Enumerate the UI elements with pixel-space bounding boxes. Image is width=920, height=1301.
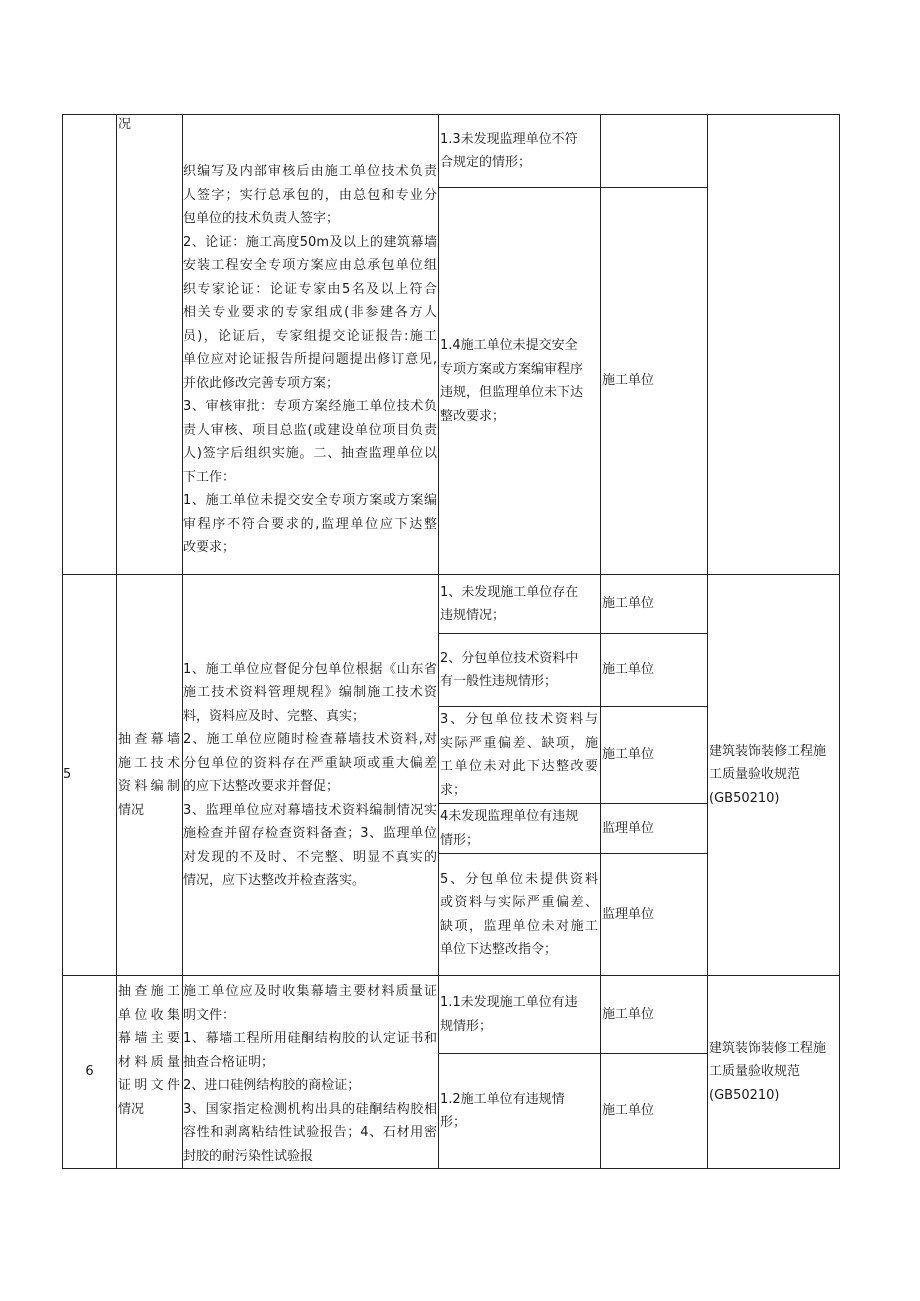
- requirement-line: 抽查合格证明；: [183, 1054, 275, 1070]
- requirement-line: 下工作：: [183, 469, 236, 485]
- unit-cell: [602, 707, 706, 803]
- requirement-line: 施工单位应及时收集幕墙主要材料质量证: [183, 984, 437, 999]
- requirement-line: 相关专业要求的专家组成(非参建各方人: [183, 305, 437, 320]
- unit-text: 监理单位: [602, 906, 655, 922]
- situation-line: 规情形；: [440, 1018, 493, 1034]
- situation-line: 缺项，监理单位未对施工: [440, 918, 598, 934]
- situation-cell: [440, 634, 598, 706]
- row-number-cell: [63, 976, 116, 1168]
- requirement-cell: [183, 980, 437, 1168]
- situation-line: 违规情况；: [440, 608, 506, 623]
- unit-text: 施工单位: [602, 747, 655, 763]
- standard-cell: [709, 976, 839, 1168]
- situation-cell: [440, 854, 598, 975]
- item-text: 况: [118, 117, 132, 132]
- situation-line: 1.3未发现监理单位不符: [440, 131, 578, 147]
- situation-cell: [440, 188, 598, 574]
- unit-text: 施工单位: [602, 1103, 655, 1119]
- item-line: 情况: [118, 802, 145, 818]
- standard-line: (GB50210): [709, 790, 780, 806]
- requirement-line: 封胶的耐污染性试验报: [183, 1148, 314, 1164]
- item-line: 单位收集: [118, 1007, 180, 1023]
- situation-line: 合规定的情形；: [440, 155, 532, 170]
- requirement-line: 人签字；实行总承包的，由总包和专业分: [183, 187, 437, 203]
- unit-text: 施工单位: [602, 662, 655, 678]
- situation-line: 实际严重偏差、缺项，施: [440, 735, 598, 751]
- requirement-line: 改要求；: [183, 540, 236, 555]
- requirement-line: 1、施工单位应督促分包单位根据《山东省: [183, 661, 437, 677]
- row-number: 5: [63, 767, 72, 783]
- unit-text: 施工单位: [602, 373, 655, 389]
- requirement-line: 1、幕墙工程所用硅酮结构胶的认定证书和: [183, 1031, 437, 1046]
- situation-line: 求；: [440, 782, 467, 798]
- situation-cell: [440, 1054, 598, 1168]
- situation-line: 情形；: [440, 832, 480, 848]
- situation-cell: [440, 976, 598, 1053]
- unit-cell: [602, 188, 706, 574]
- requirement-line: 3、国家指定检测机构出具的硅酮结构胶相: [183, 1101, 437, 1117]
- situation-line: 违规，但监理单位未下达: [440, 385, 584, 400]
- col-divider: [600, 114, 601, 1169]
- requirement-cell: [183, 575, 437, 975]
- requirement-line: 安装工程安全专项方案应由总承包单位组: [183, 258, 437, 273]
- requirement-line: 料，资料应及时、完整、真实；: [183, 708, 366, 724]
- requirement-line: 的应下达整改要求并督促；: [183, 779, 340, 794]
- item-line: 材料质量: [118, 1054, 180, 1070]
- standard-line: (GB50210): [709, 1087, 780, 1103]
- row-item-cell: [118, 575, 180, 975]
- situation-line: 3、分包单位技术资料与: [440, 712, 598, 727]
- unit-cell: [602, 634, 706, 706]
- unit-text: 施工单位: [602, 1006, 655, 1022]
- situation-line: 工单位未对此下达整改要: [440, 759, 598, 774]
- situation-cell: [440, 707, 598, 803]
- unit-text: 施工单位: [602, 596, 655, 612]
- requirement-line: 2、施工单位应随时检查幕墙技术资料,对: [183, 732, 437, 747]
- requirement-line: 3、监理单位应对幕墙技术资料编制情况实: [183, 802, 437, 818]
- situation-line: 1、未发现施工单位存在: [440, 584, 579, 600]
- situation-line: 单位下达整改指令；: [440, 942, 558, 957]
- item-line: 施工技术: [118, 755, 180, 771]
- situation-line: 形；: [440, 1115, 467, 1130]
- requirement-line: 包单位的技术负责人签字；: [183, 211, 340, 226]
- col-divider: [438, 114, 439, 1169]
- table-border-bottom: [62, 1168, 840, 1169]
- situation-line: 1.4施工单位未提交安全: [440, 338, 578, 353]
- unit-cell: [602, 1054, 706, 1168]
- item-line: 抽查施工: [118, 984, 180, 999]
- requirement-line: 容性和剥离粘结性试验报告；4、石材用密: [183, 1125, 437, 1140]
- situation-line: 4未发现监理单位有违规: [440, 809, 579, 824]
- requirement-line: 2、进口硅例结构胶的商检证；: [183, 1078, 361, 1093]
- situation-line: 2、分包单位技术资料中: [440, 650, 579, 666]
- requirement-line: 情况，应下达整改并检查落实。: [183, 873, 366, 888]
- standard-line: 建筑装饰装修工程施: [709, 1040, 827, 1056]
- unit-cell: [602, 854, 706, 975]
- situation-line: 或资料与实际严重偏差、: [440, 895, 598, 910]
- situation-cell: [440, 575, 598, 633]
- item-line: 资料编制: [118, 779, 180, 794]
- requirement-line: 员)，论证后，专家组提交论证报告:施工: [183, 328, 437, 344]
- row-number: 6: [85, 1064, 94, 1080]
- requirement-line: 分包单位的资料存在严重缺项或重大偏差: [183, 755, 437, 771]
- row-item-cell: [118, 114, 180, 136]
- situation-cell: [440, 804, 598, 853]
- standard-line: 工质量验收规范: [709, 767, 801, 783]
- requirement-line: 织专家论证：论证专家由5名及以上符合: [183, 281, 437, 297]
- situation-line: 有一般性违规情形；: [440, 674, 558, 689]
- requirement-cell: [183, 160, 437, 560]
- situation-line: 1.2施工单位有违规情: [440, 1091, 565, 1107]
- unit-text: 监理单位: [602, 820, 655, 836]
- row-item-cell: [118, 980, 180, 1121]
- standard-line: 工质量验收规范: [709, 1064, 801, 1080]
- table-border-right: [839, 114, 840, 1169]
- col-divider: [116, 114, 117, 1169]
- item-line: 抽查幕墙: [118, 732, 180, 747]
- situation-cell: [440, 115, 598, 187]
- row-number-cell: [63, 575, 113, 975]
- situation-line: 1.1未发现施工单位有违: [440, 995, 578, 1010]
- requirement-line: 对发现的不及时、不完整、明显不真实的: [183, 849, 437, 865]
- requirement-line: 3、审核审批：专项方案经施工单位技术负: [183, 399, 437, 414]
- standard-cell: [709, 575, 839, 975]
- item-line: 证明文件: [118, 1078, 180, 1093]
- situation-line: 专项方案或方案编审程序: [440, 361, 584, 377]
- unit-cell: [602, 976, 706, 1053]
- requirement-line: 明文件：: [183, 1007, 236, 1023]
- situation-line: 整改要求；: [440, 408, 506, 424]
- col-divider: [707, 114, 708, 1169]
- requirement-line: 施检查并留存检查资料备查；3、监理单位: [183, 826, 437, 841]
- requirement-line: 人)签字后组织实施。二、抽查监理单位以: [183, 446, 437, 461]
- standard-line: 建筑装饰装修工程施: [709, 743, 827, 759]
- requirement-line: 织编写及内部审核后由施工单位技术负责: [183, 164, 437, 179]
- requirement-line: 施工技术资料管理规程》编制施工技术资: [183, 685, 437, 700]
- requirement-line: 单位应对论证报告所提问题提出修订意见,: [183, 352, 437, 367]
- unit-cell: [602, 575, 706, 633]
- requirement-line: 并依此修改完善专项方案；: [183, 375, 340, 391]
- requirement-line: 审程序不符合要求的,监理单位应下达整: [183, 516, 437, 532]
- item-line: 幕墙主要: [118, 1031, 180, 1046]
- item-line: 情况: [118, 1101, 145, 1117]
- requirement-line: 责人审核、项目总监(或建设单位项目负责: [183, 422, 437, 438]
- situation-line: 5、分包单位未提供资料: [440, 871, 598, 887]
- unit-cell: [602, 804, 706, 853]
- requirement-line: 1、施工单位未提交安全专项方案或方案编: [183, 493, 437, 508]
- requirement-line: 2、论证：施工高度50m及以上的建筑幕墙: [183, 234, 437, 250]
